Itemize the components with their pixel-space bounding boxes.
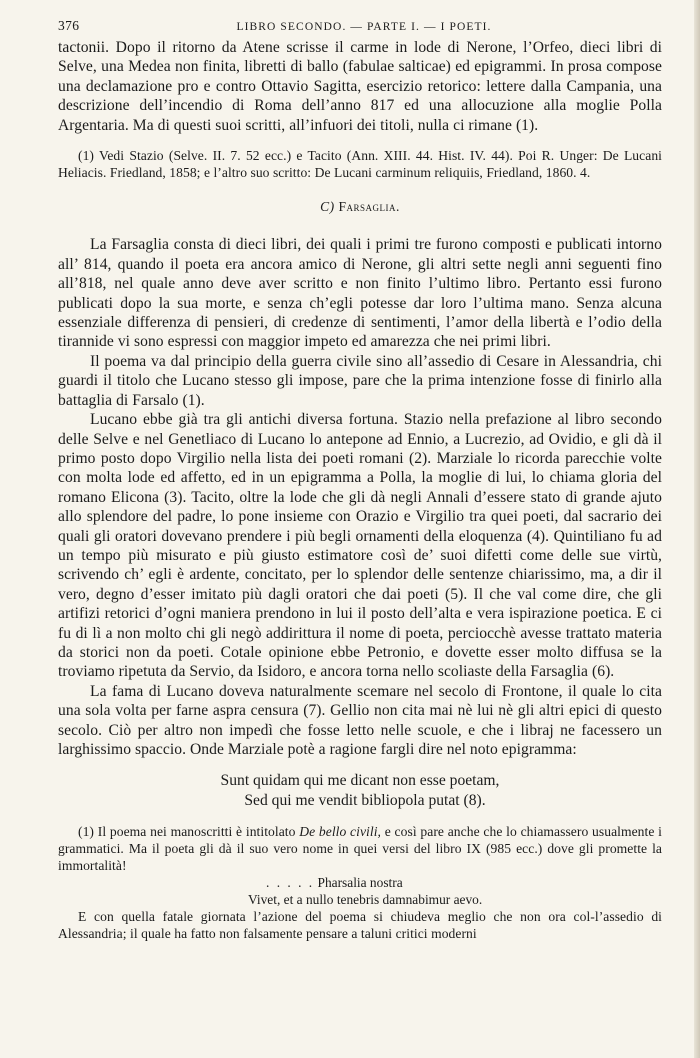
epigram-line-1: Sunt quidam qui me dicant non esse poetam, <box>220 772 500 790</box>
section-title: Farsaglia. <box>338 199 400 215</box>
section-letter: C) <box>320 199 335 215</box>
epigram-line-2: Sed qui me vendit bibliopola putat (8). <box>244 792 486 809</box>
body-paragraph: La Farsaglia consta di dieci libri, dei quali i primi tre furono composti e publicati intorno all’ 814, quando il poeta era ancora amico di Nerone, gli altri sette negli anni seguenti fino all’818, nel quale anno deve aver scritto e non finito l’ultimo libro. Pertanto essi furono publicati dopo la sua morte, e senza ch’egli potesse dar loro l’ultima mano. Senza alcuna essenziale differenza di pensieri, di credenze di sentimenti, l’amor della libertà e l’odio della tirannide vi sono espressi con maggior impeto ed amarezza che nei primi libri. <box>58 236 662 351</box>
footnote-bottom <box>58 823 662 875</box>
body-paragraph: La fama di Lucano doveva naturalmente scemare nel secolo di Frontone, il quale lo cita una sola volta per farne aspra censura (7). Gellio non cita mai nè lui nè gli altri epici di questo secolo. Ciò per altro non impedì che fosse letto nelle scuole, e che i libraj ne facessero un larghissimo spaccio. Onde Marziale potè a ragione fargli dire nel noto epigramma: <box>58 682 662 758</box>
footnote-verse-line-1: Pharsalia nostra <box>317 875 403 891</box>
footnote-top: (1) Vedi Stazio (Selve. II. 7. 52 ecc.) e Tacito (Ann. XIII. 44. Hist. IV. 44). Poi R. Unger: De Lucani Heliacis. Friedland, 1858; e l’altro suo scritto: De Lucani carminum reliquiis, Friedland, 1860. 4. <box>58 148 662 181</box>
footnote-lead: (1) Il poema nei manoscritti è intitolato <box>78 823 296 839</box>
footnote-closing: E con quella fatale giornata l’azione del poema si chiudeva meglio che non ora col-l’assedio di Alessandria; il quale ha fatto non falsamente pensare a taluni critici moderni <box>58 909 662 942</box>
running-title: LIBRO SECONDO. — PARTE I. — I POETI. <box>236 21 492 33</box>
page-header <box>58 18 662 36</box>
page-number: 376 <box>58 18 80 33</box>
footnote-verse <box>58 874 662 908</box>
footnote-rest: e così pare anche che lo chiamassero usualmente i grammatici. Ma il poeta gli dà il suo vero nome in quei versi del libro IX (985 ecc.) dove gli promette la immortalità! <box>58 823 663 873</box>
verse-ellipsis: . . . . . <box>266 875 315 891</box>
footnote-verse-line-2: Vivet, et a nullo tenebris damnabimur aevo. <box>248 892 483 908</box>
epigram-quote <box>58 771 662 810</box>
section-heading <box>58 199 662 215</box>
body-paragraph: Lucano ebbe già tra gli antichi diversa fortuna. Stazio nella prefazione al libro secondo delle Selve e nel Genetliaco di Lucano lo antepone ad Ennio, a Lucrezio, ad Ovidio, e gli dà il primo posto dopo Virgilio nella lista dei poeti romani (2). Marziale lo ricorda parecchie volte con molta lode ed affetto, ed in un epigramma a Polla, la moglie di lui, lo chiama gloria del romano Elicona (3). Tacito, oltre la lode che gli dà negli Annali d’essere stato di grande ajuto allo splendore del padre, lo pone insieme con Orazio e Virgilio tra quei poeti, dal sacrario dei quali gli oratori dovevano prendere i più begli ornamenti della eloquenza (4). Quintiliano fu ad un tempo più misurato e più giusto estimatore così de’ suoi difetti come delle sue virtù, scrivendo ch’ egli è ardente, concitato, per lo splendor delle sentenze chiarissimo, ma, a dir il vero, degno d’esser imitato più dagli oratori che dai poeti (5). Il che val come dire, che gli artifizi retorici d’ogni maniera prendono in lui il posto dell’alta e vera ispirazione poetica. E ci fu di lì a non molto chi gli negò addirittura il nome di poeta, perciocchè avesse trattato materia da storici non da poeti. Cotale opinione ebbe Petronio, e dovette esser molto diffusa se la troviamo ripetuta da Servio, da Isidoro, e ancora torna nello scoliaste della Farsaglia (6). <box>58 411 662 681</box>
page-edge-shadow <box>694 0 700 1058</box>
footnote-italic-title: De bello civili, <box>299 823 381 839</box>
intro-paragraph: tactonii. Dopo il ritorno da Atene scrisse il carme in lode di Nerone, l’Orfeo, dieci libri di Selve, una Medea non finita, libretti di ballo (fabulae salticae) ed epigrammi. In prosa compose una declamazione pro e contro Ottavio Sagitta, esercizio retorico: lettere dalla Campania, una descrizione dell’incendio di Roma dell’anno 817 ed una allocuzione alla moglie Polla Argentaria. Ma di questi suoi scritti, all’infuori dei titoli, nulla ci rimane (1). <box>58 39 662 134</box>
body-paragraph: Il poema va dal principio della guerra civile sino all’assedio di Cesare in Alessandria, chi guardi il titolo che Lucano stesso gli impose, pare che la prima intenzione fosse di finirlo alla battaglia di Farsalo (1). <box>58 352 662 409</box>
